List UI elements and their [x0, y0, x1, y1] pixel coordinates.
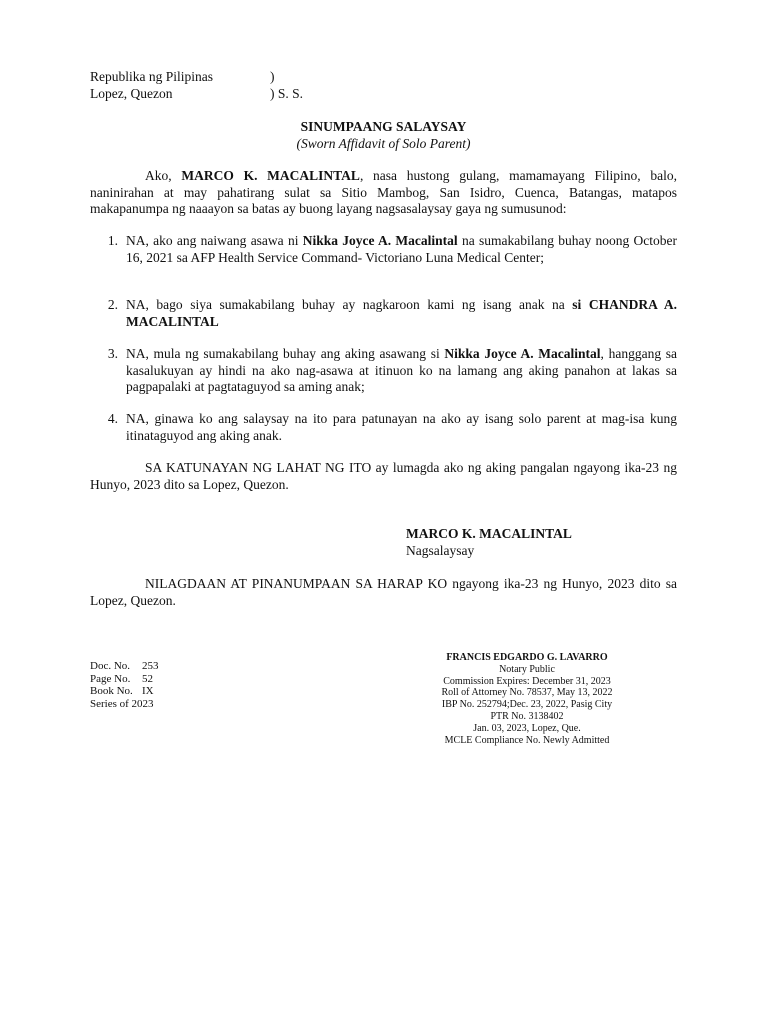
notary-commission: Commission Expires: December 31, 2023 — [443, 675, 611, 687]
intro-text-start: Ako, — [145, 168, 182, 183]
notary-title: Notary Public — [499, 663, 555, 675]
venue-country: Republika ng Pilipinas — [90, 69, 213, 84]
item-text — [126, 346, 677, 396]
document-title: SINUMPAANG SALAYSAY — [300, 119, 467, 134]
title-block — [90, 118, 677, 152]
list-item — [90, 411, 677, 444]
item-text-bold: Nikka Joyce A. Macalintal — [302, 233, 458, 248]
item-text — [126, 233, 677, 266]
doc-no-label: Doc. No. — [90, 660, 131, 672]
affiant-role: Nagsalaysay — [406, 543, 475, 558]
notary-mcle: MCLE Compliance No. Newly Admitted — [444, 734, 610, 746]
venue-bracket-1: ) — [270, 69, 275, 84]
intro-text-rest: , nasa hustong gulang, mamamayang Filipino, balo, naninirahan at may pahatirang sulat sa Sitio Mambog, San Isidro, Cuenca, Batangas, matapos makapanumpa ng naaayon sa batas ay buong layang nagsasalaysay gaya ng sumusunod: — [90, 168, 677, 216]
venue-ss: ) S. S. — [270, 86, 304, 101]
venue-row-2 — [90, 85, 303, 102]
notary-ptr-date: Jan. 03, 2023, Lopez, Que. — [473, 722, 581, 734]
venue-block — [90, 68, 303, 102]
notary-block — [400, 652, 654, 746]
item-text-rest: , hanggang sa kasalukuyan ay hindi na ako nag-asawa at itinuon ko na lamang ang aking panahon at lakas sa pagpapalaki at pagtataguyod sa aming anak; — [126, 346, 678, 394]
item-text-bold: Nikka Joyce A. Macalintal — [444, 346, 601, 361]
series-row — [90, 698, 159, 711]
item-number: 3. — [107, 346, 118, 361]
venue-row-1 — [90, 68, 303, 85]
notary-roll: Roll of Attorney No. 78537, May 13, 2022 — [441, 687, 613, 699]
book-no-label: Book No. — [90, 685, 133, 697]
intro-text — [90, 168, 677, 218]
item-text-rest: na sumakabilang buhay noong October 16, 2021 sa AFP Health Service Command- Victoriano Luna Medical Center; — [126, 233, 677, 265]
item-text-start: NA, ginawa ko ang salaysay na ito para patunayan na ako ay isang solo parent at mag-isa kung itinataguyod ang aking anak. — [126, 411, 677, 443]
notary-name: FRANCIS EDGARDO G. LAVARRO — [446, 652, 608, 663]
series-label: Series of 2023 — [90, 697, 154, 710]
list-item — [90, 297, 677, 330]
intro-paragraph — [90, 168, 677, 218]
page-no-label: Page No. — [90, 672, 131, 685]
notary-ibp: IBP No. 252794;Dec. 23, 2022, Pasig City — [441, 699, 613, 711]
list-item — [90, 233, 677, 266]
item-text — [126, 411, 677, 444]
item-text — [126, 297, 677, 330]
item-text-start: NA, bago siya sumakabilang buhay ay nagkaroon kami ng isang anak na — [126, 297, 573, 312]
item-text-start: NA, ako ang naiwang asawa ni — [126, 233, 303, 248]
item-number: 4. — [107, 411, 118, 426]
document-subtitle: (Sworn Affidavit of Solo Parent) — [296, 136, 471, 151]
book-no-row — [90, 685, 159, 698]
affiant-name-inline: MARCO K. MACALINTAL — [181, 168, 360, 183]
witness-paragraph — [90, 460, 677, 493]
notarial-register-block — [90, 660, 159, 710]
affiant-name: MARCO K. MACALINTAL — [406, 526, 572, 541]
list-item — [90, 346, 677, 396]
item-number: 1. — [107, 233, 118, 248]
jurat-text: NILAGDAAN AT PINANUMPAAN SA HARAP KO ngayong ika-23 ng Hunyo, 2023 dito sa Lopez, Quezon. — [90, 576, 677, 608]
item-text-start: NA, mula ng sumakabilang buhay ang aking asawang si — [126, 346, 445, 361]
venue-city: Lopez, Quezon — [90, 86, 173, 101]
notary-ptr: PTR No. 3138402 — [490, 710, 564, 722]
item-text-bold: si CHANDRA A. MACALINTAL — [126, 297, 677, 329]
item-number: 2. — [107, 297, 118, 312]
book-no-value: IX — [142, 685, 154, 697]
jurat-paragraph — [90, 576, 677, 609]
doc-no-value: 253 — [142, 660, 159, 672]
doc-no-row — [90, 660, 159, 673]
page-no-row — [90, 673, 159, 686]
witness-text: SA KATUNAYAN NG LAHAT NG ITO ay lumagda ako ng aking pangalan ngayong ika-23 ng Hunyo, 2023 dito sa Lopez, Quezon. — [90, 460, 677, 492]
page-no-value: 52 — [142, 672, 153, 685]
affiant-signature-block — [406, 525, 572, 559]
